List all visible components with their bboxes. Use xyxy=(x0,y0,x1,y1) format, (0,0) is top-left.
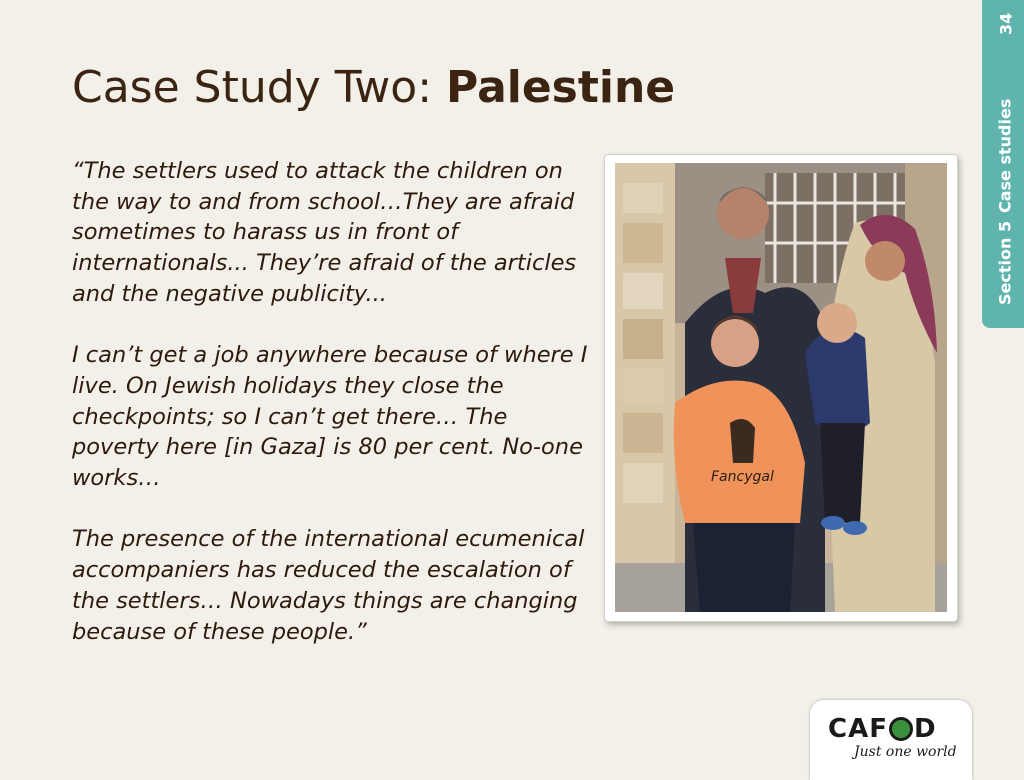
quote-paragraph: The presence of the international ecumenical accompaniers has reduced the escalation of the settlers… Nowadays things are changing because of these people.” xyxy=(72,526,585,645)
quote-paragraph: I can’t get a job anywhere because of where I live. On Jewish holidays they close the checkpoints; so I can’t get there… The poverty here [in Gaza] is 80 per cent. No-one works… xyxy=(72,342,588,492)
family-photo xyxy=(615,163,947,612)
title-prefix: Case Study Two: xyxy=(72,62,446,113)
logo-wordmark-right: D xyxy=(913,714,937,744)
title-bold: Palestine xyxy=(446,62,676,113)
section-label xyxy=(990,88,1020,316)
cafod-logo xyxy=(810,700,972,780)
logo-tagline: Just one world xyxy=(854,744,957,760)
sweater-text: Fancygal xyxy=(711,469,774,485)
section-name: Case studies xyxy=(995,98,1015,214)
photo-frame xyxy=(604,154,958,622)
logo-wordmark xyxy=(828,714,937,744)
quote-paragraph: “The settlers used to attack the children on the way to and from school…They are afraid sometimes to harass us in front of internationals... They’re afraid of the articles and the negative publicity... xyxy=(72,158,577,307)
quote-block xyxy=(72,156,600,678)
logo-wordmark-left: CAF xyxy=(828,714,888,744)
page-title xyxy=(72,62,675,113)
page-number: 34 xyxy=(996,12,1016,36)
section-prefix: Section 5 xyxy=(995,221,1015,306)
globe-icon xyxy=(889,717,913,741)
